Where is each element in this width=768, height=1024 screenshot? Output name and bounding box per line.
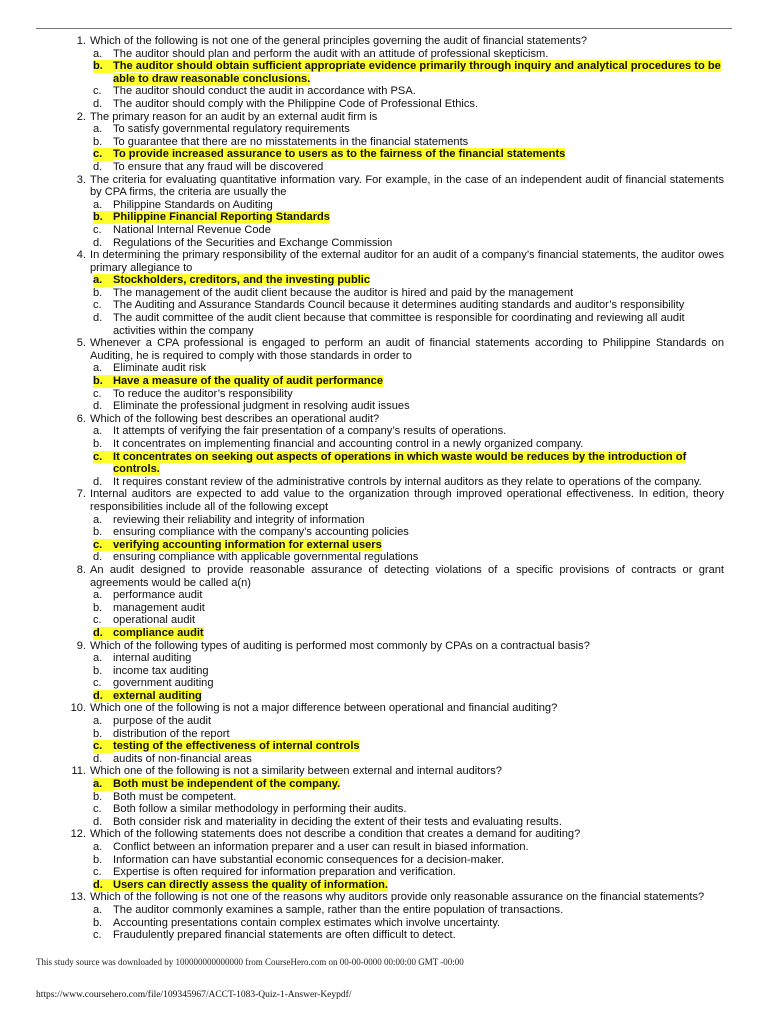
option-letter: a. (93, 652, 103, 665)
answer-option (66, 400, 724, 413)
option-letter: b. (93, 526, 103, 539)
answer-option (66, 614, 724, 627)
option-letter: c. (93, 614, 102, 627)
option-text: The auditor should obtain sufficient appropriate evidence primarily through inquiry and analytical procedures to be able to draw reasonable conclusions. (113, 60, 721, 85)
option-letter: d. (93, 627, 113, 640)
option-text: To guarantee that there are no misstatements in the financial statements (113, 135, 469, 148)
option-text: internal auditing (113, 652, 192, 665)
option-text: distribution of the report (113, 727, 230, 740)
option-text: testing of the effectiveness of internal controls (113, 740, 360, 753)
answer-option-correct (66, 211, 724, 224)
option-letter: d. (93, 690, 113, 703)
answer-option (66, 665, 724, 678)
answer-option (66, 476, 724, 489)
quiz-answer-key (66, 35, 724, 942)
option-text: The audit committee of the audit client because that committee is responsible for coordinating and reviewing all audit activities within the company (113, 312, 685, 337)
answer-option (66, 816, 724, 829)
answer-option (66, 287, 724, 300)
question-text: The primary reason for an audit by an external audit firm is (90, 110, 378, 123)
question-text: Which of the following is not one of the reasons why auditors provide only reasonable assurance on the financial statements? (90, 891, 705, 904)
answer-option (66, 854, 724, 867)
answer-option (66, 715, 724, 728)
question-text: Which of the following is not one of the general principles governing the audit of financial statements? (90, 35, 588, 47)
option-text: The auditor should comply with the Philippine Code of Professional Ethics. (113, 97, 479, 110)
question-number: 7. (76, 488, 86, 501)
option-text: ensuring compliance with the company’s accounting policies (113, 526, 409, 539)
option-text: Users can directly assess the quality of information. (113, 878, 388, 891)
option-text: Fraudulently prepared financial statements are often difficult to detect. (113, 929, 456, 942)
answer-option (66, 551, 724, 564)
option-text: Both must be independent of the company. (113, 778, 341, 791)
question-8 (66, 564, 724, 589)
question-text: Which one of the following is not a similarity between external and internal auditors? (90, 765, 502, 778)
answer-option (66, 48, 724, 61)
answer-option (66, 728, 724, 741)
option-letter: a. (93, 903, 103, 916)
option-letter: c. (93, 740, 113, 753)
option-text: income tax auditing (113, 664, 209, 677)
question-number: 6. (76, 412, 86, 425)
option-text: verifying accounting information for external users (113, 538, 382, 551)
answer-option (66, 312, 724, 337)
question-number: 4. (76, 249, 86, 262)
question-number: 8. (76, 563, 86, 576)
option-letter: d. (93, 236, 103, 249)
option-letter: d. (93, 97, 103, 110)
answer-option (66, 514, 724, 527)
answer-option-correct (66, 690, 724, 703)
option-letter: b. (93, 135, 103, 148)
option-letter: a. (93, 715, 103, 728)
question-number: 9. (76, 639, 86, 652)
option-letter: a. (93, 123, 103, 136)
option-letter: c. (93, 85, 102, 98)
source-url: https://www.coursehero.com/file/109345967/ACCT-1083-Quiz-1-Answer-Keypdf/ (36, 990, 352, 1000)
answer-option (66, 589, 724, 602)
answer-option (66, 136, 724, 149)
question-text: In determining the primary responsibility of the external auditor for an audit of a company’s financial statements, the auditor owes primary allegiance to (90, 249, 724, 274)
answer-option-correct (66, 451, 724, 476)
option-text: The auditor should plan and perform the audit with an attitude of professional skepticism. (113, 47, 549, 60)
question-5 (66, 337, 724, 362)
answer-option (66, 917, 724, 930)
answer-option (66, 362, 724, 375)
option-letter: a. (93, 425, 103, 438)
option-letter: c. (93, 299, 102, 312)
option-text: Both consider risk and materiality in deciding the extent of their tests and evaluating results. (113, 815, 562, 828)
option-text: It requires constant review of the administrative controls by internal auditors as they relate to operations of the company. (113, 475, 702, 488)
answer-option (66, 85, 724, 98)
option-text: It concentrates on seeking out aspects of operations in which waste would be reduces by the introduction of controls. (113, 450, 687, 476)
question-6 (66, 413, 724, 426)
option-letter: b. (93, 438, 103, 450)
option-letter: b. (93, 211, 113, 224)
answer-option (66, 652, 724, 665)
answer-option-correct (66, 539, 724, 552)
option-text: Accounting presentations contain complex estimates which involve uncertainty. (113, 916, 501, 929)
question-11 (66, 765, 724, 778)
option-letter: a. (93, 362, 103, 375)
option-text: Stockholders, creditors, and the investing public (113, 274, 371, 287)
option-text: purpose of the audit (113, 715, 212, 728)
option-letter: c. (93, 223, 102, 236)
answer-option-correct (66, 375, 724, 388)
option-letter: b. (93, 727, 103, 740)
option-text: Both must be competent. (113, 790, 237, 803)
option-letter: d. (93, 551, 103, 564)
question-number: 12. (70, 828, 86, 841)
question-text: Which of the following statements does not describe a condition that creates a demand for auditing? (90, 828, 581, 841)
answer-option-correct (66, 627, 724, 640)
option-text: Expertise is often required for information preparation and verification. (113, 866, 456, 879)
answer-option-correct (66, 148, 724, 161)
answer-option (66, 123, 724, 136)
question-12 (66, 828, 724, 841)
question-number: 5. (76, 337, 86, 350)
answer-option (66, 753, 724, 766)
option-letter: d. (93, 752, 103, 765)
answer-option (66, 388, 724, 401)
answer-option (66, 904, 724, 917)
answer-option (66, 677, 724, 690)
option-letter: d. (93, 160, 103, 173)
question-number: 10. (70, 702, 86, 715)
option-text: performance audit (113, 589, 203, 602)
option-text: Both follow a similar methodology in performing their audits. (113, 803, 407, 816)
option-text: compliance audit (113, 626, 204, 639)
answer-option (66, 803, 724, 816)
question-number: 11. (71, 765, 86, 778)
question-number: 13. (70, 891, 86, 904)
option-text: Have a measure of the quality of audit performance (113, 375, 384, 388)
option-text: Eliminate audit risk (113, 362, 207, 375)
option-letter: c. (93, 451, 113, 464)
option-letter: a. (93, 198, 103, 211)
study-source-note: This study source was downloaded by 100000000000000 from CourseHero.com on 00-00-0000 00:00:00 GMT -00:00 (36, 957, 464, 967)
answer-option (66, 224, 724, 237)
option-text: Conflict between an information preparer and a user can result in biased information. (113, 841, 529, 853)
answer-option (66, 526, 724, 539)
option-letter: c. (93, 539, 113, 552)
question-text: Which of the following types of auditing is performed most commonly by CPAs on a contractual basis? (90, 639, 590, 652)
answer-option (66, 425, 724, 438)
answer-option (66, 841, 724, 854)
option-text: To satisfy governmental regulatory requirements (113, 123, 350, 136)
option-letter: d. (93, 400, 103, 413)
question-number: 2. (76, 110, 86, 123)
option-text: external auditing (113, 689, 202, 702)
question-text: Internal auditors are expected to add value to the organization through improved operational effectiveness. In edition, theory responsibilities include all of the following except (90, 488, 724, 513)
option-letter: b. (93, 664, 103, 677)
option-letter: a. (93, 778, 113, 791)
option-letter: a. (93, 274, 113, 287)
option-text: The auditor commonly examines a sample, rather than the entire population of transactions. (113, 903, 564, 916)
answer-option (66, 237, 724, 250)
option-letter: b. (93, 60, 113, 73)
question-13 (66, 891, 724, 904)
option-letter: c. (93, 677, 102, 690)
question-number: 1. (76, 35, 86, 47)
option-letter: d. (93, 312, 103, 325)
answer-option (66, 866, 724, 879)
question-number: 3. (76, 173, 86, 186)
option-text: audits of non-financial areas (113, 752, 252, 765)
option-text: To reduce the auditor’s responsibility (113, 387, 293, 400)
option-letter: c. (93, 387, 102, 400)
answer-option (66, 929, 724, 942)
option-text: The management of the audit client because the auditor is hired and paid by the management (113, 286, 574, 299)
option-text: Regulations of the Securities and Exchange Commission (113, 236, 393, 249)
answer-option-correct (66, 879, 724, 892)
question-text: The criteria for evaluating quantitative information vary. For example, in the case of an independent audit of financial statements by CPA firms, the criteria are usually the (90, 173, 724, 199)
question-9 (66, 640, 724, 653)
question-text: Which one of the following is not a major difference between operational and financial auditing? (90, 702, 558, 715)
option-letter: b. (93, 601, 103, 614)
question-2 (66, 111, 724, 124)
option-letter: a. (93, 841, 103, 853)
option-letter: b. (93, 790, 103, 803)
option-letter: a. (93, 589, 103, 602)
option-letter: c. (93, 866, 102, 879)
option-text: The Auditing and Assurance Standards Council because it determines auditing standards and auditor’s responsibility (113, 299, 685, 312)
option-letter: b. (93, 916, 103, 929)
option-letter: b. (93, 286, 103, 299)
answer-option-correct (66, 274, 724, 287)
answer-option-correct (66, 60, 724, 85)
option-text: operational audit (113, 614, 196, 627)
answer-option-correct (66, 778, 724, 791)
option-text: government auditing (113, 677, 214, 690)
option-text: It concentrates on implementing financial and accounting control in a newly organized company. (113, 438, 584, 450)
option-letter: b. (93, 375, 113, 388)
option-text: Information can have substantial economic consequences for a decision-maker. (113, 853, 504, 866)
answer-option (66, 161, 724, 174)
top-rule (36, 28, 732, 29)
question-1 (66, 35, 724, 48)
option-text: Philippine Financial Reporting Standards (113, 211, 330, 224)
option-text: management audit (113, 601, 205, 614)
option-text: It attempts of verifying the fair presentation of a company’s results of operations. (113, 425, 507, 438)
option-letter: d. (93, 475, 103, 488)
option-letter: d. (93, 815, 103, 828)
answer-option-correct (66, 740, 724, 753)
answer-option (66, 299, 724, 312)
option-letter: b. (93, 853, 103, 866)
answer-option (66, 602, 724, 615)
question-4 (66, 249, 724, 274)
question-text: An audit designed to provide reasonable assurance of detecting violations of a specific provisions of contracts or grant agreements would be called a(n) (90, 563, 724, 589)
option-letter: a. (93, 47, 103, 60)
option-letter: c. (93, 929, 102, 942)
answer-option (66, 98, 724, 111)
option-letter: d. (93, 879, 113, 892)
option-text: National Internal Revenue Code (113, 223, 271, 236)
question-7 (66, 488, 724, 513)
option-letter: c. (93, 803, 102, 816)
option-letter: a. (93, 513, 103, 526)
option-letter: c. (93, 148, 113, 161)
option-text: reviewing their reliability and integrity of information (113, 513, 365, 526)
question-text: Which of the following best describes an operational audit? (90, 412, 380, 425)
answer-option (66, 199, 724, 212)
option-text: Eliminate the professional judgment in resolving audit issues (113, 400, 410, 413)
answer-option (66, 438, 724, 451)
option-text: To ensure that any fraud will be discovered (113, 160, 324, 173)
option-text: The auditor should conduct the audit in accordance with PSA. (113, 85, 416, 98)
option-text: ensuring compliance with applicable governmental regulations (113, 551, 419, 564)
answer-option (66, 791, 724, 804)
question-text: Whenever a CPA professional is engaged to perform an audit of financial statements according to Philippine Standards on Auditing, he is required to comply with those standards in order to (90, 337, 724, 362)
option-text: To provide increased assurance to users as to the fairness of the financial statements (113, 148, 566, 161)
question-3 (66, 174, 724, 199)
question-10 (66, 702, 724, 715)
option-text: Philippine Standards on Auditing (113, 198, 273, 211)
